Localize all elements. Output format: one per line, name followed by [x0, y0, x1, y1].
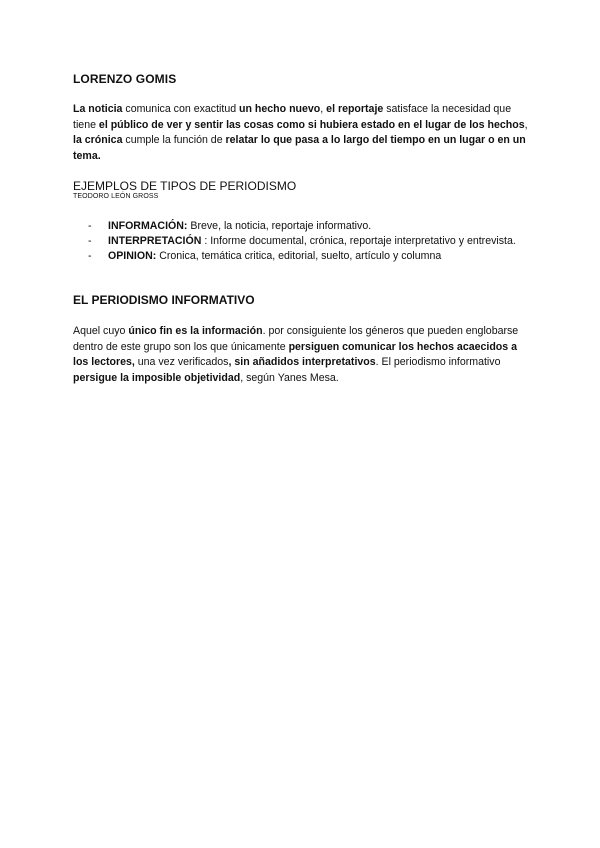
body-segment: . por consiguiente los géneros que pueden englobarse dentro de este grupo son los que únicamente: [73, 325, 519, 353]
list-dash: -: [88, 250, 92, 262]
section-author: TEODORO LEÓN GROSS: [73, 193, 159, 200]
document-title: LORENZO GOMIS: [73, 72, 177, 86]
body-segment: una vez verificados: [134, 356, 229, 368]
body-segment: persiguen comunicar los hechos acaecidos a los lectores,: [73, 340, 518, 368]
intro-paragraph: [73, 102, 533, 164]
intro-segment: el público de ver y sentir las cosas como si hubiera estado en el lugar de los hechos: [98, 118, 525, 131]
list-item: [88, 234, 518, 249]
list-item-label: INTERPRETACIÓN: [108, 235, 202, 247]
intro-segment: ,: [524, 118, 528, 131]
list-item: [88, 249, 518, 264]
section-heading-informative: EL PERIODISMO INFORMATIVO: [73, 293, 255, 307]
intro-segment: relatar lo que pasa a lo largo del tiempo en un lugar o en un tema.: [73, 134, 526, 162]
body-segment: , según Yanes Mesa.: [240, 371, 339, 384]
list-dash: -: [88, 220, 92, 232]
intro-segment: La noticia: [73, 103, 123, 115]
intro-segment: cumple la función de: [122, 134, 226, 146]
list-item-text: Breve, la noticia, reportaje informativo.: [187, 220, 372, 232]
list-item-label: OPINION:: [108, 250, 157, 262]
intro-segment: satisface la necesidad que tiene: [73, 103, 512, 131]
body-segment: persigue la imposible objetividad: [73, 371, 241, 384]
list-item: [88, 219, 518, 234]
intro-segment: la crónica: [73, 134, 123, 146]
list-item-text: : Informe documental, crónica, reportaje interpretativo y entrevista.: [201, 235, 516, 247]
list-dash: -: [88, 235, 92, 247]
body-segment: . El periodismo informativo: [375, 356, 501, 368]
list-item-label: INFORMACIÓN:: [108, 220, 188, 232]
intro-segment: comunica con exactitud: [122, 103, 240, 115]
list-item-text: Cronica, temática critica, editorial, suelto, artículo y columna: [156, 250, 442, 262]
body-segment: único fin es la información: [128, 325, 263, 337]
section-heading-examples: EJEMPLOS DE TIPOS DE PERIODISMO: [73, 179, 297, 193]
intro-segment: un hecho nuevo: [239, 103, 321, 115]
body-segment: Aquel cuyo: [73, 325, 129, 337]
intro-segment: ,: [320, 103, 327, 115]
intro-segment: el reportaje: [326, 103, 384, 115]
body-segment: , sin añadidos interpretativos: [228, 356, 376, 368]
informative-paragraph: [73, 324, 523, 386]
periodism-types-list: [88, 219, 518, 264]
